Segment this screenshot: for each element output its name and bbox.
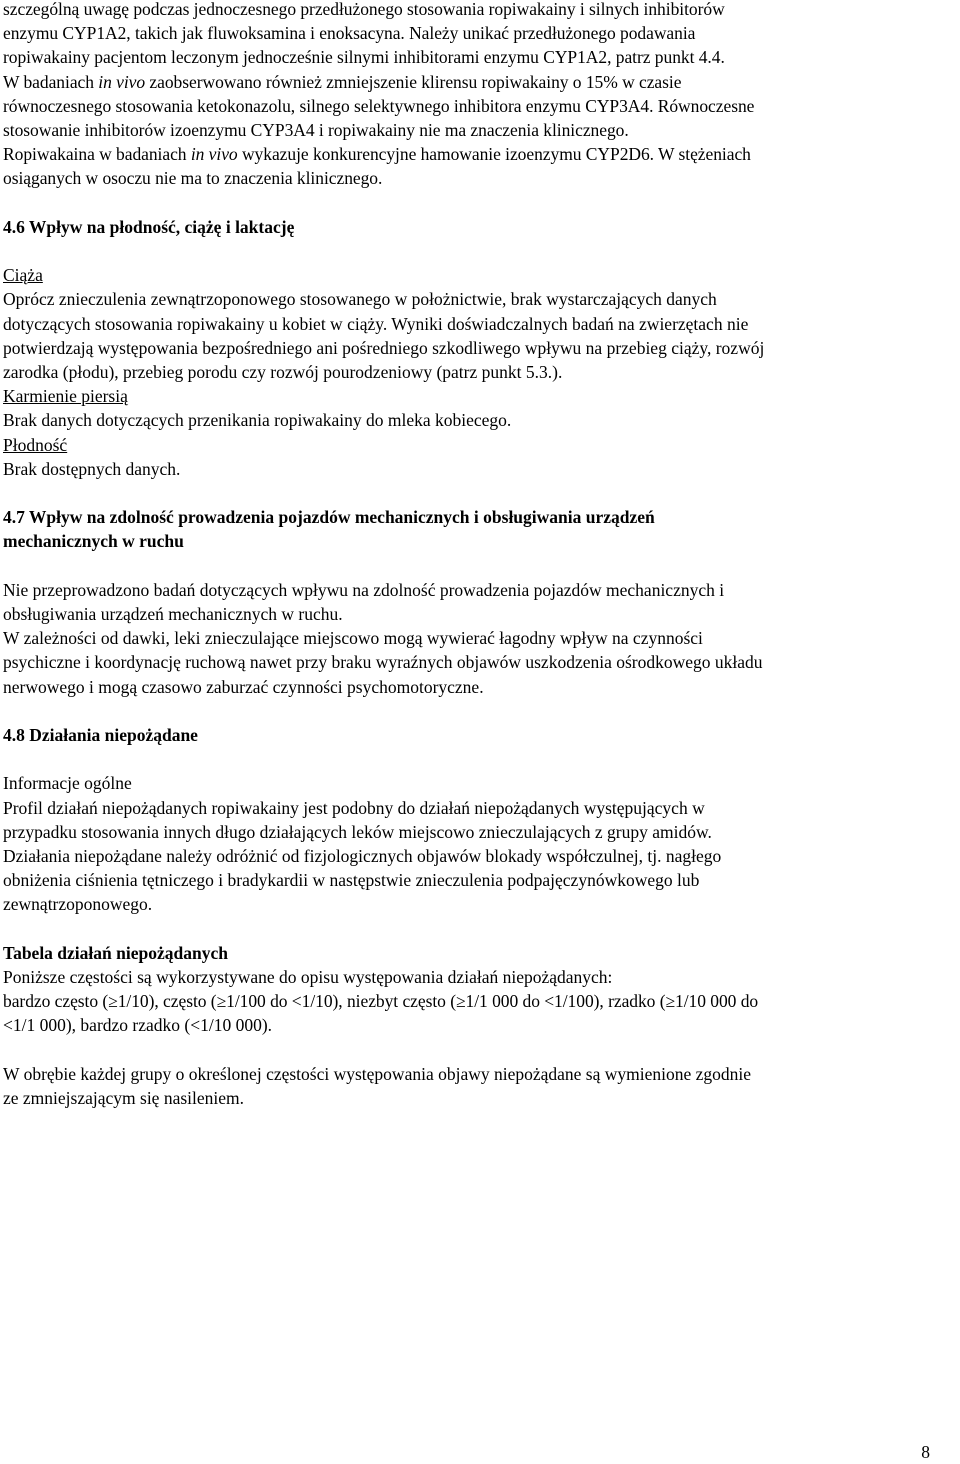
document-page (3, 0, 958, 1110)
text-line: zarodka (płodu), przebieg porodu czy rozwój pourodzeniowy (patrz punkt 5.3.). (3, 362, 563, 383)
text-line: obsługiwania urządzeń mechanicznych w ruchu. (3, 604, 343, 625)
section-4-7 (3, 505, 958, 699)
text-line: osiąganych w osoczu nie ma to znaczenia klinicznego. (3, 168, 383, 189)
subsection-label-pregnancy: Ciąża (3, 265, 43, 286)
text-line: nerwowego i mogą czasowo zaburzać czynności psychomotoryczne. (3, 676, 484, 697)
subsection-label-general: Informacje ogólne (3, 773, 132, 794)
text-line: Profil działań niepożądanych ropiwakainy jest podobny do działań niepożądanych występujących w (3, 797, 705, 818)
spacer (3, 917, 958, 941)
text-line: Działania niepożądane należy odróżnić od fizjologicznych objawów blokady współczulnej, tj. nagłego (3, 846, 722, 867)
text-line: obniżenia ciśnienia tętniczego i bradykardii w następstwie znieczulenia podpajęczynówkowego lub (3, 870, 700, 891)
text-line: ze zmniejszającym się nasileniem. (3, 1088, 245, 1109)
section-heading: mechanicznych w ruchu (3, 531, 184, 552)
text-line (3, 70, 958, 94)
text-line: potwierdzają występowania bezpośredniego ani pośredniego szkodliwego wpływu na przebieg ciąży, rozwój (3, 337, 765, 358)
text-line (3, 142, 958, 166)
section-heading: 4.8 Działania niepożądane (3, 725, 198, 746)
subsection-label-fertility: Płodność (3, 434, 68, 455)
section-4-8 (3, 723, 958, 1110)
text-span: zaobserwowano również zmniejszenie klirensu ropiwakainy o 15% w czasie (145, 71, 682, 92)
text-span: Ropiwakaina w badaniach (3, 144, 191, 165)
frequency-definitions: bardzo często (≥1/10), często (≥1/100 do <1/10), niezbyt często (≥1/1 000 do <1/100), rzadko (≥1/10 000 do (3, 991, 759, 1012)
spacer (3, 554, 958, 578)
text-line: Brak dostępnych danych. (3, 458, 181, 479)
text-line: ropiwakainy pacjentom leczonym jednocześnie silnymi inhibitorami enzymu CYP1A2, patrz punkt 4.4. (3, 47, 725, 68)
text-line: dotyczących stosowania ropiwakainy u kobiet w ciąży. Wyniki doświadczalnych badań na zwierzętach nie (3, 313, 749, 334)
frequency-definitions: <1/1 000), bardzo rzadko (<1/10 000). (3, 1015, 273, 1036)
intro-paragraph (3, 0, 958, 191)
text-line: W obrębie każdej grupy o określonej częstości występowania objawy niepożądane są wymienione zgodnie (3, 1063, 752, 1084)
spacer (3, 191, 958, 215)
spacer (3, 747, 958, 771)
table-heading: Tabela działań niepożądanych (3, 942, 228, 963)
italic-term: in vivo (190, 144, 238, 165)
text-line: enzymu CYP1A2, takich jak fluwoksamina i enoksacyna. Należy unikać przedłużonego podawania (3, 23, 696, 44)
text-line: stosowanie inhibitorów izoenzymu CYP3A4 i ropiwakainy nie ma znaczenia klinicznego. (3, 120, 629, 141)
subsection-label-breastfeeding: Karmienie piersią (3, 386, 128, 407)
text-span: W badaniach (3, 71, 99, 92)
section-4-6 (3, 215, 958, 481)
text-line: przypadku stosowania innych długo działających leków miejscowo znieczulających z grupy amidów. (3, 821, 712, 842)
text-line: równoczesnego stosowania ketokonazolu, silnego selektywnego inhibitora enzymu CYP3A4. Równoczesne (3, 95, 755, 116)
text-line: zewnątrzoponowego. (3, 894, 153, 915)
text-line: szczególną uwagę podczas jednoczesnego przedłużonego stosowania ropiwakainy i silnych inhibitorów (3, 0, 725, 19)
text-line: W zależności od dawki, leki znieczulające miejscowo mogą wywierać łagodny wpływ na czynności (3, 628, 703, 649)
text-line: Brak danych dotyczących przenikania ropiwakainy do mleka kobiecego. (3, 410, 512, 431)
section-heading: 4.6 Wpływ na płodność, ciążę i laktację (3, 216, 295, 237)
spacer (3, 699, 958, 723)
italic-term: in vivo (98, 71, 146, 92)
text-line: Poniższe częstości są wykorzystywane do opisu występowania działań niepożądanych: (3, 967, 613, 988)
section-heading: 4.7 Wpływ na zdolność prowadzenia pojazdów mechanicznych i obsługiwania urządzeń (3, 507, 655, 528)
text-span: wykazuje konkurencyjne hamowanie izoenzymu CYP2D6. W stężeniach (237, 144, 751, 165)
page-number: 8 (921, 1442, 930, 1462)
spacer (3, 1038, 958, 1062)
text-line: Oprócz znieczulenia zewnątrzoponowego stosowanego w położnictwie, brak wystarczających danych (3, 289, 717, 310)
text-line: Nie przeprowadzono badań dotyczących wpływu na zdolność prowadzenia pojazdów mechanicznych i (3, 579, 725, 600)
spacer (3, 239, 958, 263)
text-line: psychiczne i koordynację ruchową nawet przy braku wyraźnych objawów uszkodzenia ośrodkowego układu (3, 652, 763, 673)
spacer (3, 481, 958, 505)
